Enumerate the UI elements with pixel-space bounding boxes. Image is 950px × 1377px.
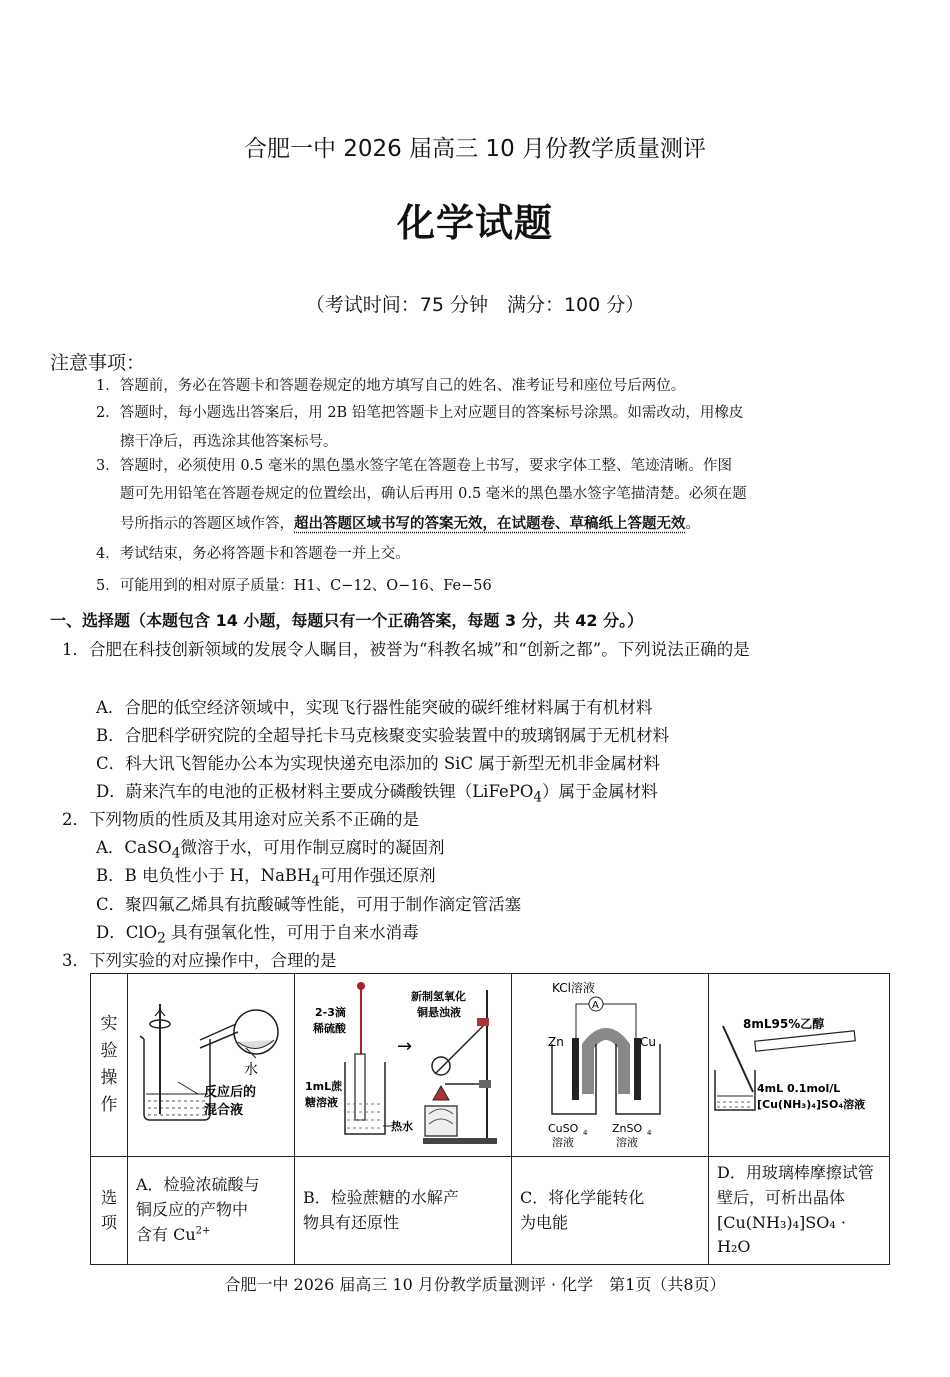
option-line: D．用玻璃棒摩擦试管 [717, 1163, 874, 1182]
q2-b-text-end: 可用作强还原剂 [320, 866, 436, 885]
option-formula: [Cu(NH₃)₄]SO₄ · H₂O [717, 1212, 846, 1257]
q2-b-text: B．B 电负性小于 H，NaBH [96, 866, 312, 885]
option-line: A．检验浓硫酸与 [136, 1175, 260, 1195]
q3-stem: 3．下列实验的对应操作中，合理的是 [62, 951, 337, 970]
exam-info: （考试时间：75 分钟 满分：100 分） [305, 294, 645, 316]
figure-b-cell [295, 974, 512, 1157]
row-header-operation [91, 974, 128, 1157]
q2-d-sub: 2 [157, 930, 166, 947]
label-acid-1: 2-3滴 [315, 1006, 346, 1019]
option-line: 壁后，可析出晶体 [717, 1187, 846, 1207]
header-char: 选 [100, 1187, 117, 1207]
label-water: 水 [244, 1062, 258, 1078]
option-line: 为电能 [520, 1212, 569, 1232]
label-cuso4: CuSO [548, 1122, 579, 1135]
header-char: 实 [100, 1013, 118, 1034]
label-mixture-2: 混合液 [204, 1103, 244, 1118]
q1-d-sub: 4 [533, 789, 543, 806]
label-mixture-1: 反应后的 [204, 1085, 257, 1100]
header-char: 项 [100, 1212, 117, 1232]
figure-c-galvanic-cell [512, 974, 708, 1152]
label-znso4-sub: 4 [647, 1129, 652, 1137]
option-line: C．将化学能转化 [520, 1187, 645, 1207]
exam-title: 化学试题 [396, 201, 553, 245]
figure-b-apparatus [295, 974, 511, 1152]
label-sugar-2: 糖溶液 [305, 1096, 338, 1109]
q1-option-c: C．科大讯飞智能办公本为实现快递充电添加的 SiC 属于新型无机非金属材料 [96, 754, 660, 773]
notice-item-1: 1．答题前，务必在答题卡和答题卷规定的地方填写自己的姓名、准考证号和座位号后两位。 [96, 378, 686, 394]
q3-option-c [512, 1157, 709, 1265]
label-kcl: KCl溶液 [552, 981, 595, 995]
q2-d-text: D．ClO [96, 923, 158, 942]
label-cuoh2-1: 新制氢氧化 [411, 990, 466, 1003]
page-footer: 合肥一中 2026 届高三 10 月份教学质量测评 · 化学 第1页（共8页） [224, 1275, 726, 1294]
header-char: 操 [100, 1068, 118, 1088]
label-solution-2: [Cu(NH₃)₄]SO₄溶液 [757, 1098, 866, 1111]
q2-a-text: A．CaSO [96, 838, 172, 857]
header-char: 作 [100, 1095, 118, 1116]
notice-emphasis: 超出答题区域书写的答案无效，在试题卷、草稿纸上答题无效 [294, 516, 686, 532]
header-char: 验 [100, 1040, 118, 1061]
label-hot-water: 热水 [391, 1120, 413, 1133]
q1-stem: 1．合肥在科技创新领域的发展令人瞩目，被誉为“科教名城”和“创新之都”。下列说法正确的是 [62, 640, 750, 659]
notice-title: 注意事项： [50, 352, 146, 374]
notice-item-3: 3．答题时，必须使用 0.5 毫米的黑色墨水签字笔在答题卷上书写，要求字体工整、笔迹清晰。作图 [96, 458, 732, 474]
q1-option-d [96, 778, 658, 805]
label-acid-2: 稀硫酸 [313, 1022, 346, 1035]
label-cuoh2-2: 铜悬浊液 [417, 1006, 461, 1019]
q2-d-text-end: 具有强氧化性，可用于自来水消毒 [165, 923, 419, 942]
section-title: 一、选择题（本题包含 14 小题，每题只有一个正确答案，每题 3 分，共 42 分。） [50, 611, 644, 630]
q1-d-text: D．蔚来汽车的电池的正极材料主要成分磷酸铁锂（LiFePO [96, 782, 534, 801]
q3-option-b [295, 1157, 512, 1265]
label-ammeter: A [592, 1000, 599, 1011]
notice-item-5: 5．可能用到的相对原子质量：H1、C−12、O−16、Fe−56 [96, 578, 492, 594]
q2-stem: 2．下列物质的性质及其用途对应关系不正确的是 [62, 810, 419, 829]
row-header-option [91, 1157, 128, 1265]
option-sup: 2+ [195, 1225, 211, 1237]
q2-a-text-end: 微溶于水，可用作制豆腐时的凝固剂 [180, 838, 445, 857]
label-cu: Cu [640, 1035, 656, 1049]
option-line: B．检验蔗糖的水解产 [303, 1187, 459, 1207]
notice-item-3-end: 。 [685, 516, 700, 532]
notice-item-4: 4．考试结束，务必将答题卡和答题卷一并上交。 [96, 546, 410, 562]
notice-item-2: 2．答题时，每小题选出答案后，用 2B 铅笔把答题卡上对应题目的答案标号涂黑。如需改动，用橡皮 [96, 405, 744, 421]
q3-experiment-table [90, 973, 890, 1265]
q1-d-text-end: ）属于金属材料 [542, 782, 658, 801]
figure-a-cell [128, 974, 295, 1157]
figure-a-apparatus [128, 974, 294, 1152]
figure-c-cell [512, 974, 709, 1157]
label-cuso4-sol: 溶液 [552, 1136, 574, 1149]
option-line [136, 1223, 286, 1248]
figure-d-cell [709, 974, 890, 1157]
option-line: 物具有还原性 [303, 1212, 400, 1232]
notice-item-3-cont: 题可先用铅笔在答题卷规定的位置绘出，确认后再用 0.5 毫米的黑色墨水签字笔描清楚。必须在题 [120, 486, 747, 502]
label-znso4: ZnSO [612, 1122, 643, 1135]
label-cuso4-sub: 4 [583, 1129, 588, 1137]
exam-subtitle: 合肥一中 2026 届高三 10 月份教学质量测评 [243, 136, 707, 162]
q2-a-sub: 4 [171, 845, 181, 862]
q1-option-b: B．合肥科学研究院的全超导托卡马克核聚变实验装置中的玻璃钢属于无机材料 [96, 726, 670, 745]
label-znso4-sol: 溶液 [616, 1136, 638, 1149]
q2-option-b [96, 862, 436, 889]
q2-b-sub: 4 [311, 873, 321, 890]
notice-item-3-last [120, 512, 700, 533]
label-solution-1: 4mL 0.1mol/L [757, 1082, 841, 1095]
q2-option-a [96, 834, 444, 861]
label-zn: Zn [548, 1035, 564, 1049]
label-sugar-1: 1mL蔗 [305, 1080, 343, 1093]
figure-d-apparatus [709, 974, 889, 1152]
notice-item-3-text: 号所指示的答题区域作答， [120, 516, 294, 532]
q2-option-d [96, 919, 419, 946]
option-line: 铜反应的产物中 [136, 1200, 249, 1220]
option-text: 含有 Cu [136, 1224, 196, 1244]
q2-option-c: C．聚四氟乙烯具有抗酸碱等性能，可用于制作滴定管活塞 [96, 895, 522, 914]
q1-option-a: A．合肥的低空经济领域中，实现飞行器性能突破的碳纤维材料属于有机材料 [96, 698, 653, 717]
label-ethanol: 8mL95%乙醇 [743, 1017, 825, 1031]
q3-option-a [128, 1157, 295, 1265]
arrow-icon: → [397, 1036, 413, 1057]
notice-item-2-cont: 擦干净后，再选涂其他答案标号。 [120, 434, 338, 450]
q3-option-d [709, 1157, 890, 1265]
